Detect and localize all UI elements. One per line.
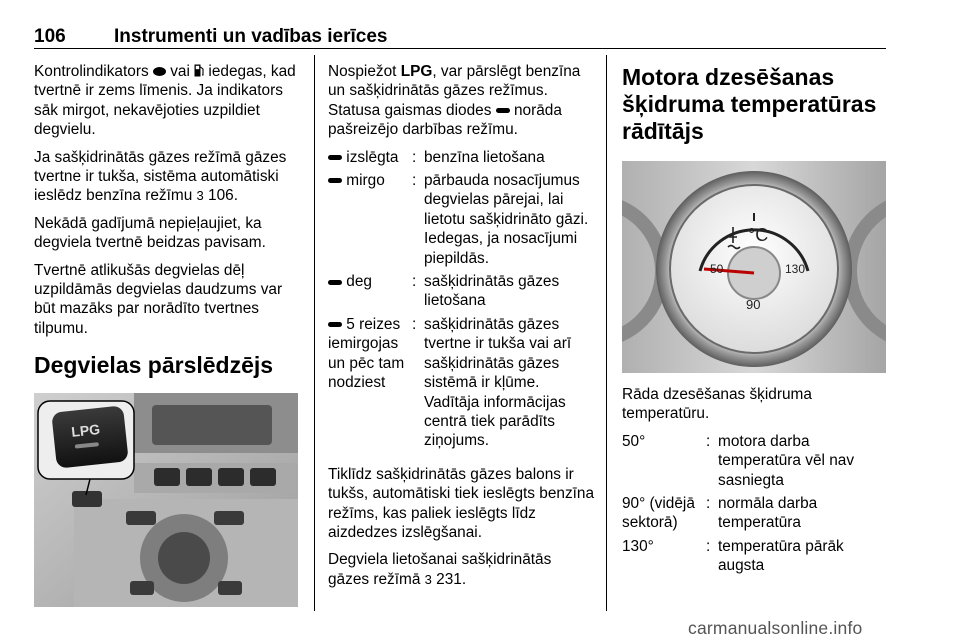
list-term: 130° (622, 537, 654, 555)
list-term: mirgo (328, 171, 412, 272)
paragraph-never-empty: Nekādā gadījumā nepieļaujiet, ka degviela tvertnē beidzas pavisam. (34, 214, 266, 252)
list-term: 90° (vidējā sektorā) (622, 495, 695, 532)
status-led-icon (328, 280, 342, 285)
list-term: deg (328, 272, 412, 315)
header-rule (34, 48, 886, 49)
page-header (34, 14, 886, 48)
lpg-switch-photo (34, 393, 298, 607)
page-number: 106 (34, 26, 66, 47)
indicator-oval-icon (153, 67, 166, 76)
list-description: sašķidrinātās gāzes lietošana (424, 273, 560, 310)
gauge-tick-high: 130 (785, 262, 806, 276)
list-description: normāla darba temperatūra (718, 495, 818, 532)
list-description: sašķidrinātās gāzes tvertne ir tukša vai arī sašķidrinātās gāzes sistēmā ir kļūme. Vadītāja informācijas centrā tiek parādīts ziņojums. (424, 315, 572, 450)
list-term: izslēgta (328, 148, 412, 171)
list-description: temperatūra pārāk augsta (718, 537, 844, 575)
watermark: carmanualsonline.info (688, 618, 863, 638)
column-divider-1 (314, 55, 315, 611)
list-term: 5 reizes iemirgojas un pēc tam nodziest (328, 315, 405, 392)
led-status-list: izslēgta : benzīna lietošana mirgo : pārbauda nosacījumus degvielas pārejai, lai lietotu sašķidrināto gāzi. Iedegas, ja nosacījumi piepildās. deg : sašķidrinātās gāzes lietošana 5 reizes iemirgojas un pēc tam nodziest : sašķidrinātās gāzes tvertne ir tukša vai arī sašķidrinātās gāzes sistēmā ir kļūme. Vadītāja informācijas centrā tiek parādīts ziņojums. (328, 148, 596, 455)
cross-reference-link[interactable]: 231. (431, 570, 467, 588)
list-term: 50° (622, 432, 646, 450)
temperature-list: 50° : motora darba temperatūra vēl nav sasniegta 90° (vidējā sektorā) : normāla darba temperatūra 130° : temperatūra pārāk augsta (622, 432, 890, 580)
paragraph-remaining-fuel: Tvertnē atlikušās degvielas dēļ uzpildāmās degvielas daudzums var būt mazāks par norādīto tvertnes tilpumu. (34, 261, 283, 337)
paragraph-auto-switch: Tiklīdz sašķidrinātās gāzes balons ir tukšs, automātiski tiek ieslēgts benzīna režīms, kas paliek ieslēgts līdz aizdedzes izslēgšanai. (328, 465, 595, 541)
cross-reference-icon: 3 (424, 571, 432, 587)
paragraph-gas-empty: Ja sašķidrinātās gāzes režīmā gāzes tvertne ir tukša, sistēma automātiski ieslēdz benzīna režīmu 3 106. (34, 148, 287, 205)
gauge-tick-mid: 90 (746, 297, 761, 312)
cross-reference-icon: 3 (196, 188, 204, 204)
column-2 (328, 62, 596, 597)
column-1 (34, 62, 302, 607)
paragraph-lpg-intro: Nospiežot LPG, var pārslēgt benzīna un sašķidrinātās gāzes režīmus. Statusa gaismas diodes norāda pašreizējo darbības režīmu. (328, 63, 581, 139)
list-description: benzīna lietošana (424, 148, 545, 166)
status-led-icon (328, 322, 342, 327)
cross-reference-link[interactable]: 106. (203, 187, 239, 205)
coolant-gauge-photo (622, 161, 886, 373)
paragraph-low-fuel: Kontrolindikators vai iedegas, kad tvertnē ir zems līmenis. Ja indikators sāk mirgot, nekavējoties uzpildiet degvielu. (34, 63, 296, 139)
status-led-icon (328, 178, 342, 183)
column-3 (622, 62, 890, 580)
fuel-pump-icon (194, 64, 204, 77)
section-heading-coolant-gauge: Motora dzesēšanas šķidruma temperatūras rādītājs (622, 64, 877, 144)
list-description: motora darba temperatūra vēl nav sasniegta (718, 432, 855, 489)
column-divider-2 (606, 55, 607, 611)
gauge-tick-low: 50 (710, 262, 724, 276)
status-led-icon (328, 155, 342, 160)
status-led-icon (496, 108, 510, 113)
paragraph-fuel-reference: Degviela lietošanai sašķidrinātās gāzes režīmā 3 231. (328, 551, 552, 588)
gauge-caption: Rāda dzesēšanas šķidruma temperatūru. (622, 386, 812, 423)
section-heading-fuel-switch: Degvielas pārslēdzējs (34, 352, 274, 379)
gauge-unit-label: °C (748, 225, 769, 245)
list-description: pārbauda nosacījumus degvielas pārejai, lai lietotu sašķidrināto gāzi. Iedegas, ja nosacījumi piepildās. (424, 172, 589, 267)
lpg-button-label: LPG (70, 421, 101, 441)
header-title: Instrumenti un vadības ierīces (114, 26, 388, 47)
